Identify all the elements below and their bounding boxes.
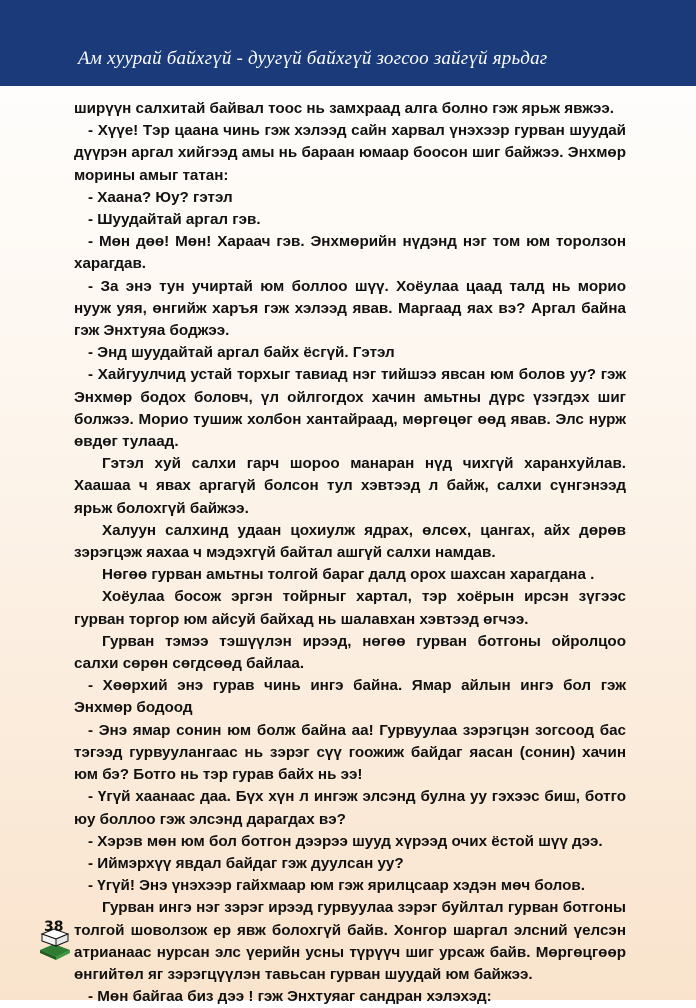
page-number: 38 <box>44 919 64 935</box>
narrative-paragraph: Гурван тэмээ тэшүүлэн ирээд, нөгөө гурван ботгоны ойролцоо салхи сөрөн сөгдсөөд байлаа. <box>74 632 626 673</box>
dialogue-paragraph: - Хаана? Юу? гэтэл <box>88 188 233 206</box>
dialogue-paragraph: - Хэрэв мөн юм бол ботгон дээрээ шууд хүрээд очих ёстой шүү дээ. <box>88 832 603 850</box>
narrative-paragraph: Халуун салхинд удаан цохиулж ядрах, өлсөх, цангах, айх дөрөв зэрэгцэж яахаа ч мэдэхгүй байтал ашгүй салхи намдав. <box>74 521 626 562</box>
dialogue-paragraph: - Шуудайтай аргал гэв. <box>88 211 261 229</box>
narrative-paragraph: Гурван ингэ нэг зэрэг ирээд гурвуулаа зэрэг буйлтал гурван ботгоны толгой шоволзож ер явж болохгүй байв. Хонгор шаргал элсний үелсэн атрианаас нурсан элс үерийн усны түрүүч шиг урсаж байв. Мөргөцгөөр өнгийтөл яг зэрэгцүүлэн тавьсан гурван шуудай юм байжээ. <box>74 899 626 983</box>
dialogue-paragraph: - За энэ тун учиртай юм боллоо шүү. Хоёулаа цаад талд нь морио нууж уяя, өнгийж харъя гэж хэлээд явав. Маргаад яах вэ? Аргал байна гэж Энхтуяа боджээ. <box>74 277 626 340</box>
dialogue-paragraph: - Хөөрхий энэ гурав чинь ингэ байна. Ямар айлын ингэ бол гэж Энхмөр бодоод <box>74 677 626 717</box>
narrative-paragraph: Хоёулаа босож эргэн тойрныг хартал, тэр хоёрын ирсэн зүгээс гурван торгор юм айсуй байхад нь шалавхан хэвтээд өгчээ. <box>74 588 626 628</box>
dialogue-paragraph: - Мөн байгаа биз дээ ! гэж Энхтуяаг сандран хэлэхэд: <box>88 988 492 1006</box>
dialogue-paragraph: - Хайгуулчид устай торхыг тавиад нэг тийшээ явсан юм болов уу? гэж Энхмөр бодох боловч, үл ойлгогдох хачин амьтны дүрс үзэгдэх шиг болжээ. Морио тушиж холбон хантайраад, мөргөцөг өөд явав. Элс нурж өвдөг тулаад. <box>74 366 626 451</box>
page-body-text <box>74 98 626 1008</box>
narrative-paragraph: Нөгөө гурван амьтны толгой бараг далд орох шахсан харагдана . <box>102 566 595 584</box>
dialogue-paragraph: - Иймэрхүү явдал байдаг гэж дуулсан уу? <box>88 854 404 872</box>
dialogue-paragraph: - Үгүй! Энэ үнэхээр гайхмаар юм гэж ярилцсаар хэдэн мөч болов. <box>88 877 585 895</box>
dialogue-paragraph: - Үгүй хаанаас даа. Бүх хүн л ингэж элсэнд булна уу гэхээс биш, ботго юу боллоо гэж элсэнд дарагдах вэ? <box>74 788 626 828</box>
dialogue-paragraph: - Энд шуудайтай аргал байх ёсгүй. Гэтэл <box>88 344 395 362</box>
chapter-header-band <box>0 0 696 86</box>
dialogue-paragraph: - Мөн дөө! Мөн! Хараач гэв. Энхмөрийн нүдэнд нэг том юм торолзон харагдав. <box>74 233 626 273</box>
dialogue-paragraph: - Хүүе! Тэр цаана чинь гэж хэлээд сайн харвал үнэхээр гурван шуудай дүүрэн аргал хийгээд амы нь бараан юмаар боосон шиг байжээ. Энхмөр морины амыг татан: <box>74 122 626 184</box>
chapter-running-title: Ам хуурай байхгүй - дуугүй байхгүй зогсоо зайгүй ярьдаг <box>78 48 548 69</box>
narrative-paragraph: Гэтэл хуй салхи гарч шороо манаран нүд чихгүй харанхуйлав. Хаашаа ч явах аргагүй болсон тул хэвтээд л байж, салхи сүнгэнээд ярьж болохгүй байжээ. <box>74 455 626 517</box>
dialogue-paragraph: - Энэ ямар сонин юм болж байна аа! Гурвуулаа зэрэгцэн зогсоод бас тэгээд гурвуулангаас нь зэрэг сүү гоожиж байдаг яасан (сонин) хачин юм бэ? Ботго нь тэр гурав байх нь ээ! <box>74 721 626 784</box>
narrative-paragraph: ширүүн салхитай байвал тоос нь замхраад алга болно гэж ярьж явжээ. <box>74 100 615 117</box>
